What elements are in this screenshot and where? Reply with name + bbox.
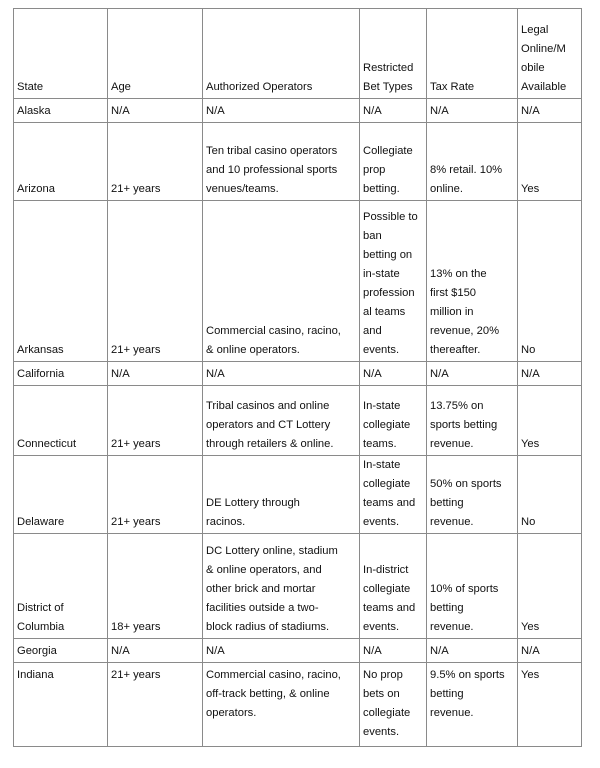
cell-restricted: In-district collegiate teams and events. [360, 534, 427, 639]
cell-state: Georgia [14, 639, 108, 663]
table-row [14, 123, 582, 201]
cell-online: Yes [518, 663, 582, 747]
cell-tax-rate: N/A [427, 99, 518, 123]
cell-tax-rate: N/A [427, 362, 518, 386]
cell-restricted: N/A [360, 99, 427, 123]
header-state: State [14, 9, 108, 99]
table-row [14, 639, 582, 663]
table-row [14, 456, 582, 534]
cell-tax-rate: N/A [427, 639, 518, 663]
cell-age: N/A [108, 99, 203, 123]
cell-operators: DE Lottery through racinos. [203, 456, 360, 534]
cell-state: Arkansas [14, 201, 108, 362]
cell-restricted: In-state collegiate teams and events. [360, 456, 427, 534]
cell-operators: DC Lottery online, stadium & online operators, and other brick and mortar facilities outside a two- block radius of stadiums. [203, 534, 360, 639]
cell-operators: Tribal casinos and online operators and CT Lottery through retailers & online. [203, 386, 360, 456]
cell-online: No [518, 456, 582, 534]
cell-online: No [518, 201, 582, 362]
header-legal-online-mobile: Legal Online/M obile Available [518, 9, 582, 99]
cell-online: N/A [518, 362, 582, 386]
cell-online: Yes [518, 386, 582, 456]
document-page [13, 8, 582, 747]
cell-restricted: No prop bets on collegiate events. [360, 663, 427, 747]
cell-age: N/A [108, 639, 203, 663]
cell-age: 18+ years [108, 534, 203, 639]
table-row [14, 386, 582, 456]
cell-online: Yes [518, 123, 582, 201]
cell-operators: N/A [203, 639, 360, 663]
header-age: Age [108, 9, 203, 99]
cell-online: N/A [518, 639, 582, 663]
cell-tax-rate: 13% on the first $150 million in revenue, 20% thereafter. [427, 201, 518, 362]
cell-operators: Commercial casino, racino, & online operators. [203, 201, 360, 362]
table-row [14, 201, 582, 362]
sports-betting-table [13, 8, 582, 747]
cell-restricted: In-state collegiate teams. [360, 386, 427, 456]
cell-state: Arizona [14, 123, 108, 201]
cell-tax-rate: 10% of sports betting revenue. [427, 534, 518, 639]
cell-restricted: Possible to ban betting on in-state profession al teams and events. [360, 201, 427, 362]
header-tax-rate: Tax Rate [427, 9, 518, 99]
cell-state: California [14, 362, 108, 386]
table-row [14, 362, 582, 386]
cell-age: 21+ years [108, 456, 203, 534]
table-row [14, 663, 582, 747]
header-row [14, 9, 582, 99]
cell-age: 21+ years [108, 201, 203, 362]
cell-age: 21+ years [108, 386, 203, 456]
cell-online: N/A [518, 99, 582, 123]
cell-state: Delaware [14, 456, 108, 534]
header-restricted-bet-types: Restricted Bet Types [360, 9, 427, 99]
cell-restricted: N/A [360, 639, 427, 663]
cell-state: Connecticut [14, 386, 108, 456]
cell-state: Alaska [14, 99, 108, 123]
cell-operators: N/A [203, 362, 360, 386]
cell-online: Yes [518, 534, 582, 639]
cell-restricted: Collegiate prop betting. [360, 123, 427, 201]
cell-state: Indiana [14, 663, 108, 747]
cell-operators: N/A [203, 99, 360, 123]
cell-age: 21+ years [108, 123, 203, 201]
cell-restricted: N/A [360, 362, 427, 386]
cell-age: N/A [108, 362, 203, 386]
cell-tax-rate: 13.75% on sports betting revenue. [427, 386, 518, 456]
table-row [14, 99, 582, 123]
cell-age: 21+ years [108, 663, 203, 747]
cell-tax-rate: 9.5% on sports betting revenue. [427, 663, 518, 747]
cell-tax-rate: 50% on sports betting revenue. [427, 456, 518, 534]
header-authorized-operators: Authorized Operators [203, 9, 360, 99]
cell-operators: Commercial casino, racino, off-track betting, & online operators. [203, 663, 360, 747]
cell-operators: Ten tribal casino operators and 10 professional sports venues/teams. [203, 123, 360, 201]
table-row [14, 534, 582, 639]
cell-tax-rate: 8% retail. 10% online. [427, 123, 518, 201]
cell-state: District of Columbia [14, 534, 108, 639]
